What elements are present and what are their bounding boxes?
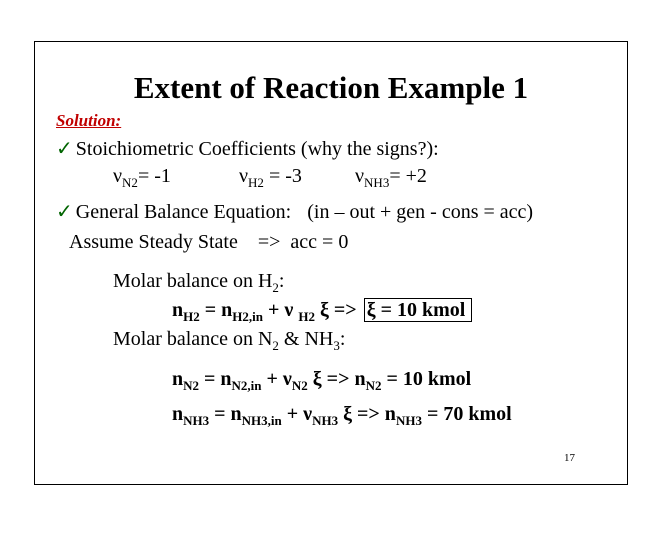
stoich-text: Stoichiometric Coefficients (why the signs?):: [75, 138, 439, 160]
solution-label: Solution:: [56, 111, 122, 130]
slide: [34, 41, 628, 485]
coef-nh3: $\nu_{NH3}= +2$: [355, 165, 427, 190]
xi-result-box: ξ = 10 kmol: [364, 298, 473, 322]
balance-label: General Balance Equation:: [75, 201, 292, 223]
coef-n2: $\nu_{N2}= -1$: [113, 165, 171, 190]
n2-nh3-balance-title: Molar balance on $N_2$ & $NH_3$:: [113, 328, 346, 353]
bullet-balance: [56, 199, 533, 224]
bullet-stoich: [56, 136, 439, 161]
h2-equation: $n_{H2} = n_{H2,in} + \nu$ $_{H2}$ ξ => ξ = 10 kmol: [172, 299, 472, 322]
slide-title: Extent of Reaction Example 1: [133, 70, 529, 105]
h2-balance-title: Molar balance on $H_2$:: [113, 270, 285, 295]
balance-eq: (in – out + gen - cons = acc): [307, 201, 534, 223]
check-icon: ✓: [56, 138, 73, 160]
steady-state: Assume Steady State => acc = 0: [69, 231, 349, 253]
coef-h2: $\nu_{H2} = -3$: [239, 165, 302, 190]
nh3-equation: $n_{NH3} = n_{NH3,in} + \nu_{NH3}$ $\xi => n_{NH3} = 70$ kmol: [172, 403, 512, 428]
n2-equation: $n_{N2} = n_{N2,in} + \nu_{N2}$ $\xi => n_{N2} = 10$ kmol: [172, 368, 472, 393]
page-number: 17: [564, 452, 575, 464]
check-icon: ✓: [56, 201, 73, 223]
